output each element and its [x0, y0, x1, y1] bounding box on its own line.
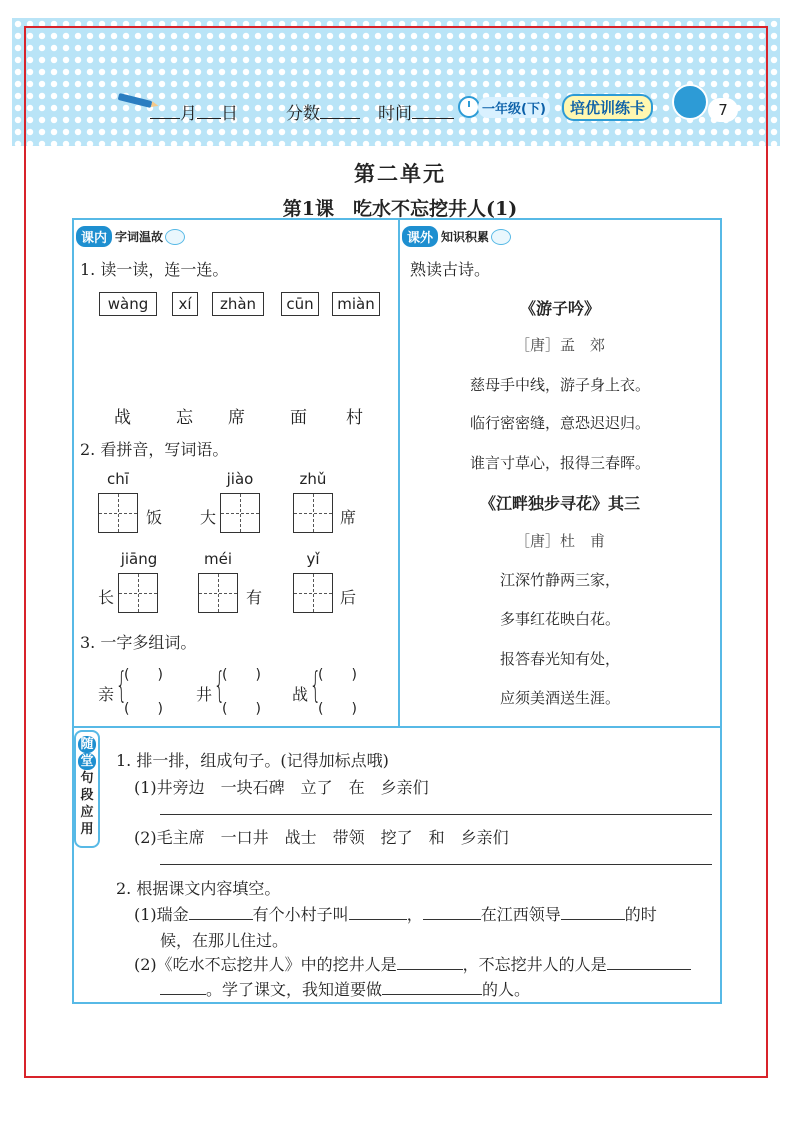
tag-char: 段 [80, 788, 94, 803]
poem-line: 谁言寸草心，报得三春晖。 [469, 454, 650, 472]
score-label: 分数 [286, 104, 320, 124]
q1-title: 1. 读一读，连一连。 [80, 260, 229, 279]
group-char: 亲 [98, 685, 115, 704]
paren-blank[interactable]: ( ) [124, 701, 163, 717]
tag-char: 句 [80, 771, 94, 786]
fill-blank[interactable] [160, 979, 206, 995]
writing-grid[interactable] [98, 493, 138, 533]
right-section-tag [402, 226, 511, 247]
text-segment: 。学了课文，我知道要做 [206, 980, 383, 999]
text-segment: 在江西领导 [480, 905, 561, 924]
day-label: 日 [221, 104, 238, 124]
tag-text: 字词温故 [115, 230, 164, 244]
page-number: 7 [708, 98, 738, 122]
bubble-icon [491, 229, 511, 245]
poem-line: 应须美酒送生涯。 [499, 689, 620, 707]
tag-char: 堂 [78, 753, 96, 770]
fill-blank[interactable] [189, 904, 253, 920]
writing-grid[interactable] [118, 573, 158, 613]
word-char: 长 [98, 588, 115, 607]
match-char[interactable]: 面 [290, 408, 307, 428]
text-segment: 的人。 [482, 980, 531, 999]
tag-pill: 课内 [76, 226, 112, 247]
word-char: 饭 [146, 508, 163, 527]
text-segment: 的时 [624, 905, 657, 924]
time-blank[interactable] [412, 102, 454, 119]
brace: { [213, 665, 226, 706]
paren-blank[interactable]: ( ) [124, 667, 163, 683]
writing-grid[interactable] [198, 573, 238, 613]
text-segment: 有个小村子叫 [252, 905, 349, 924]
tag-char: 用 [80, 822, 94, 837]
pinyin-label: yǐ [306, 550, 320, 568]
poem2-author: ［唐］杜 甫 [514, 532, 605, 550]
word-char: 后 [340, 588, 357, 607]
paren-blank[interactable]: ( ) [222, 667, 261, 683]
fill-blank[interactable] [423, 904, 481, 920]
lesson-title: 第1课 吃水不忘挖井人(1) [282, 198, 518, 220]
match-char[interactable]: 席 [228, 408, 245, 428]
poem1-title: 《游子吟》 [519, 299, 600, 318]
match-char[interactable]: 村 [346, 408, 363, 428]
b-q1-item1: (1)井旁边 一块石碑 立了 在 乡亲们 [134, 778, 429, 797]
poem-line: 报答春光知有处， [499, 650, 620, 668]
date-field[interactable] [150, 99, 238, 124]
text-segment: (1)瑞金 [134, 905, 189, 924]
b-q2-item2-cont [160, 977, 530, 1000]
fill-blank[interactable] [397, 954, 463, 970]
paren-blank[interactable]: ( ) [318, 701, 357, 717]
group-char: 战 [292, 685, 309, 704]
answer-line[interactable] [160, 864, 712, 865]
text-segment: ， [406, 905, 423, 924]
score-blank[interactable] [320, 102, 360, 119]
word-char: 席 [340, 508, 357, 527]
pinyin-label: jiào [226, 470, 254, 488]
fill-blank[interactable] [349, 904, 407, 920]
month-label: 月 [180, 104, 197, 124]
bubble-icon [165, 229, 185, 245]
tag-text: 知识积累 [441, 230, 490, 244]
q2-title: 2. 看拼音，写词语。 [80, 440, 229, 459]
pinyin-label: jiāng [120, 550, 158, 568]
pinyin-box[interactable]: wàng [99, 292, 157, 316]
pinyin-box[interactable]: xí [172, 292, 198, 316]
writing-grid[interactable] [293, 573, 333, 613]
group-char: 井 [196, 685, 213, 704]
pinyin-box[interactable]: cūn [281, 292, 319, 316]
clock-icon [458, 96, 480, 118]
answer-line[interactable] [160, 814, 712, 815]
tag-pill: 课外 [402, 226, 438, 247]
time-label: 时间 [378, 104, 412, 124]
pinyin-label: zhǔ [299, 470, 327, 488]
text-segment: (2)《吃水不忘挖井人》中的挖井人是 [134, 955, 397, 974]
unit-title: 第二单元 [354, 161, 446, 186]
pinyin-box[interactable]: miàn [332, 292, 380, 316]
mascot-icon [672, 84, 708, 120]
brace: { [115, 665, 128, 706]
tag-char: 随 [78, 736, 96, 753]
brand-logo: 培优训练卡 [562, 94, 653, 121]
b-q2-item1 [134, 902, 657, 925]
grade-badge: 一年级(下) [478, 97, 550, 118]
tag-char: 应 [80, 805, 94, 820]
poem1-author: ［唐］孟 郊 [514, 336, 605, 354]
match-char[interactable]: 战 [114, 408, 131, 428]
pinyin-label: méi [203, 550, 232, 568]
poem2-title: 《江畔独步寻花》其三 [479, 494, 640, 513]
pinyin-box[interactable]: zhàn [212, 292, 264, 316]
bottom-section-tag [74, 730, 100, 848]
poem-line: 慈母手中线，游子身上衣。 [469, 376, 650, 394]
writing-grid[interactable] [220, 493, 260, 533]
text-segment: ，不忘挖井人的人是 [462, 955, 607, 974]
q3-title: 3. 一字多组词。 [80, 633, 197, 652]
b-q1-item2: (2)毛主席 一口井 战士 带领 挖了 和 乡亲们 [134, 828, 509, 847]
month-blank[interactable] [150, 102, 180, 119]
b-q2-item1-cont: 候，在那儿住过。 [160, 931, 289, 950]
fill-blank[interactable] [607, 954, 691, 970]
left-section-tag [76, 226, 185, 247]
day-blank[interactable] [197, 102, 221, 119]
poem-line: 多事红花映白花。 [499, 610, 620, 628]
b-q2-item2 [134, 952, 691, 975]
b-q2-title: 2. 根据课文内容填空。 [116, 879, 281, 898]
word-char: 大 [200, 508, 217, 527]
pinyin-label: chī [107, 470, 129, 488]
paren-blank[interactable]: ( ) [222, 701, 261, 717]
poem-line: 临行密密缝，意恐迟迟归。 [469, 414, 650, 432]
poem-line: 江深竹静两三家， [499, 571, 620, 589]
paren-blank[interactable]: ( ) [318, 667, 357, 683]
b-q1-title: 1. 排一排，组成句子。(记得加标点哦) [116, 751, 389, 770]
word-char: 有 [246, 588, 263, 607]
brace: { [309, 665, 322, 706]
reading-intro: 熟读古诗。 [410, 260, 491, 279]
writing-grid[interactable] [293, 493, 333, 533]
time-field[interactable] [378, 99, 454, 124]
fill-blank[interactable] [382, 979, 482, 995]
match-char[interactable]: 忘 [176, 408, 193, 428]
score-field[interactable] [286, 99, 360, 124]
fill-blank[interactable] [561, 904, 625, 920]
